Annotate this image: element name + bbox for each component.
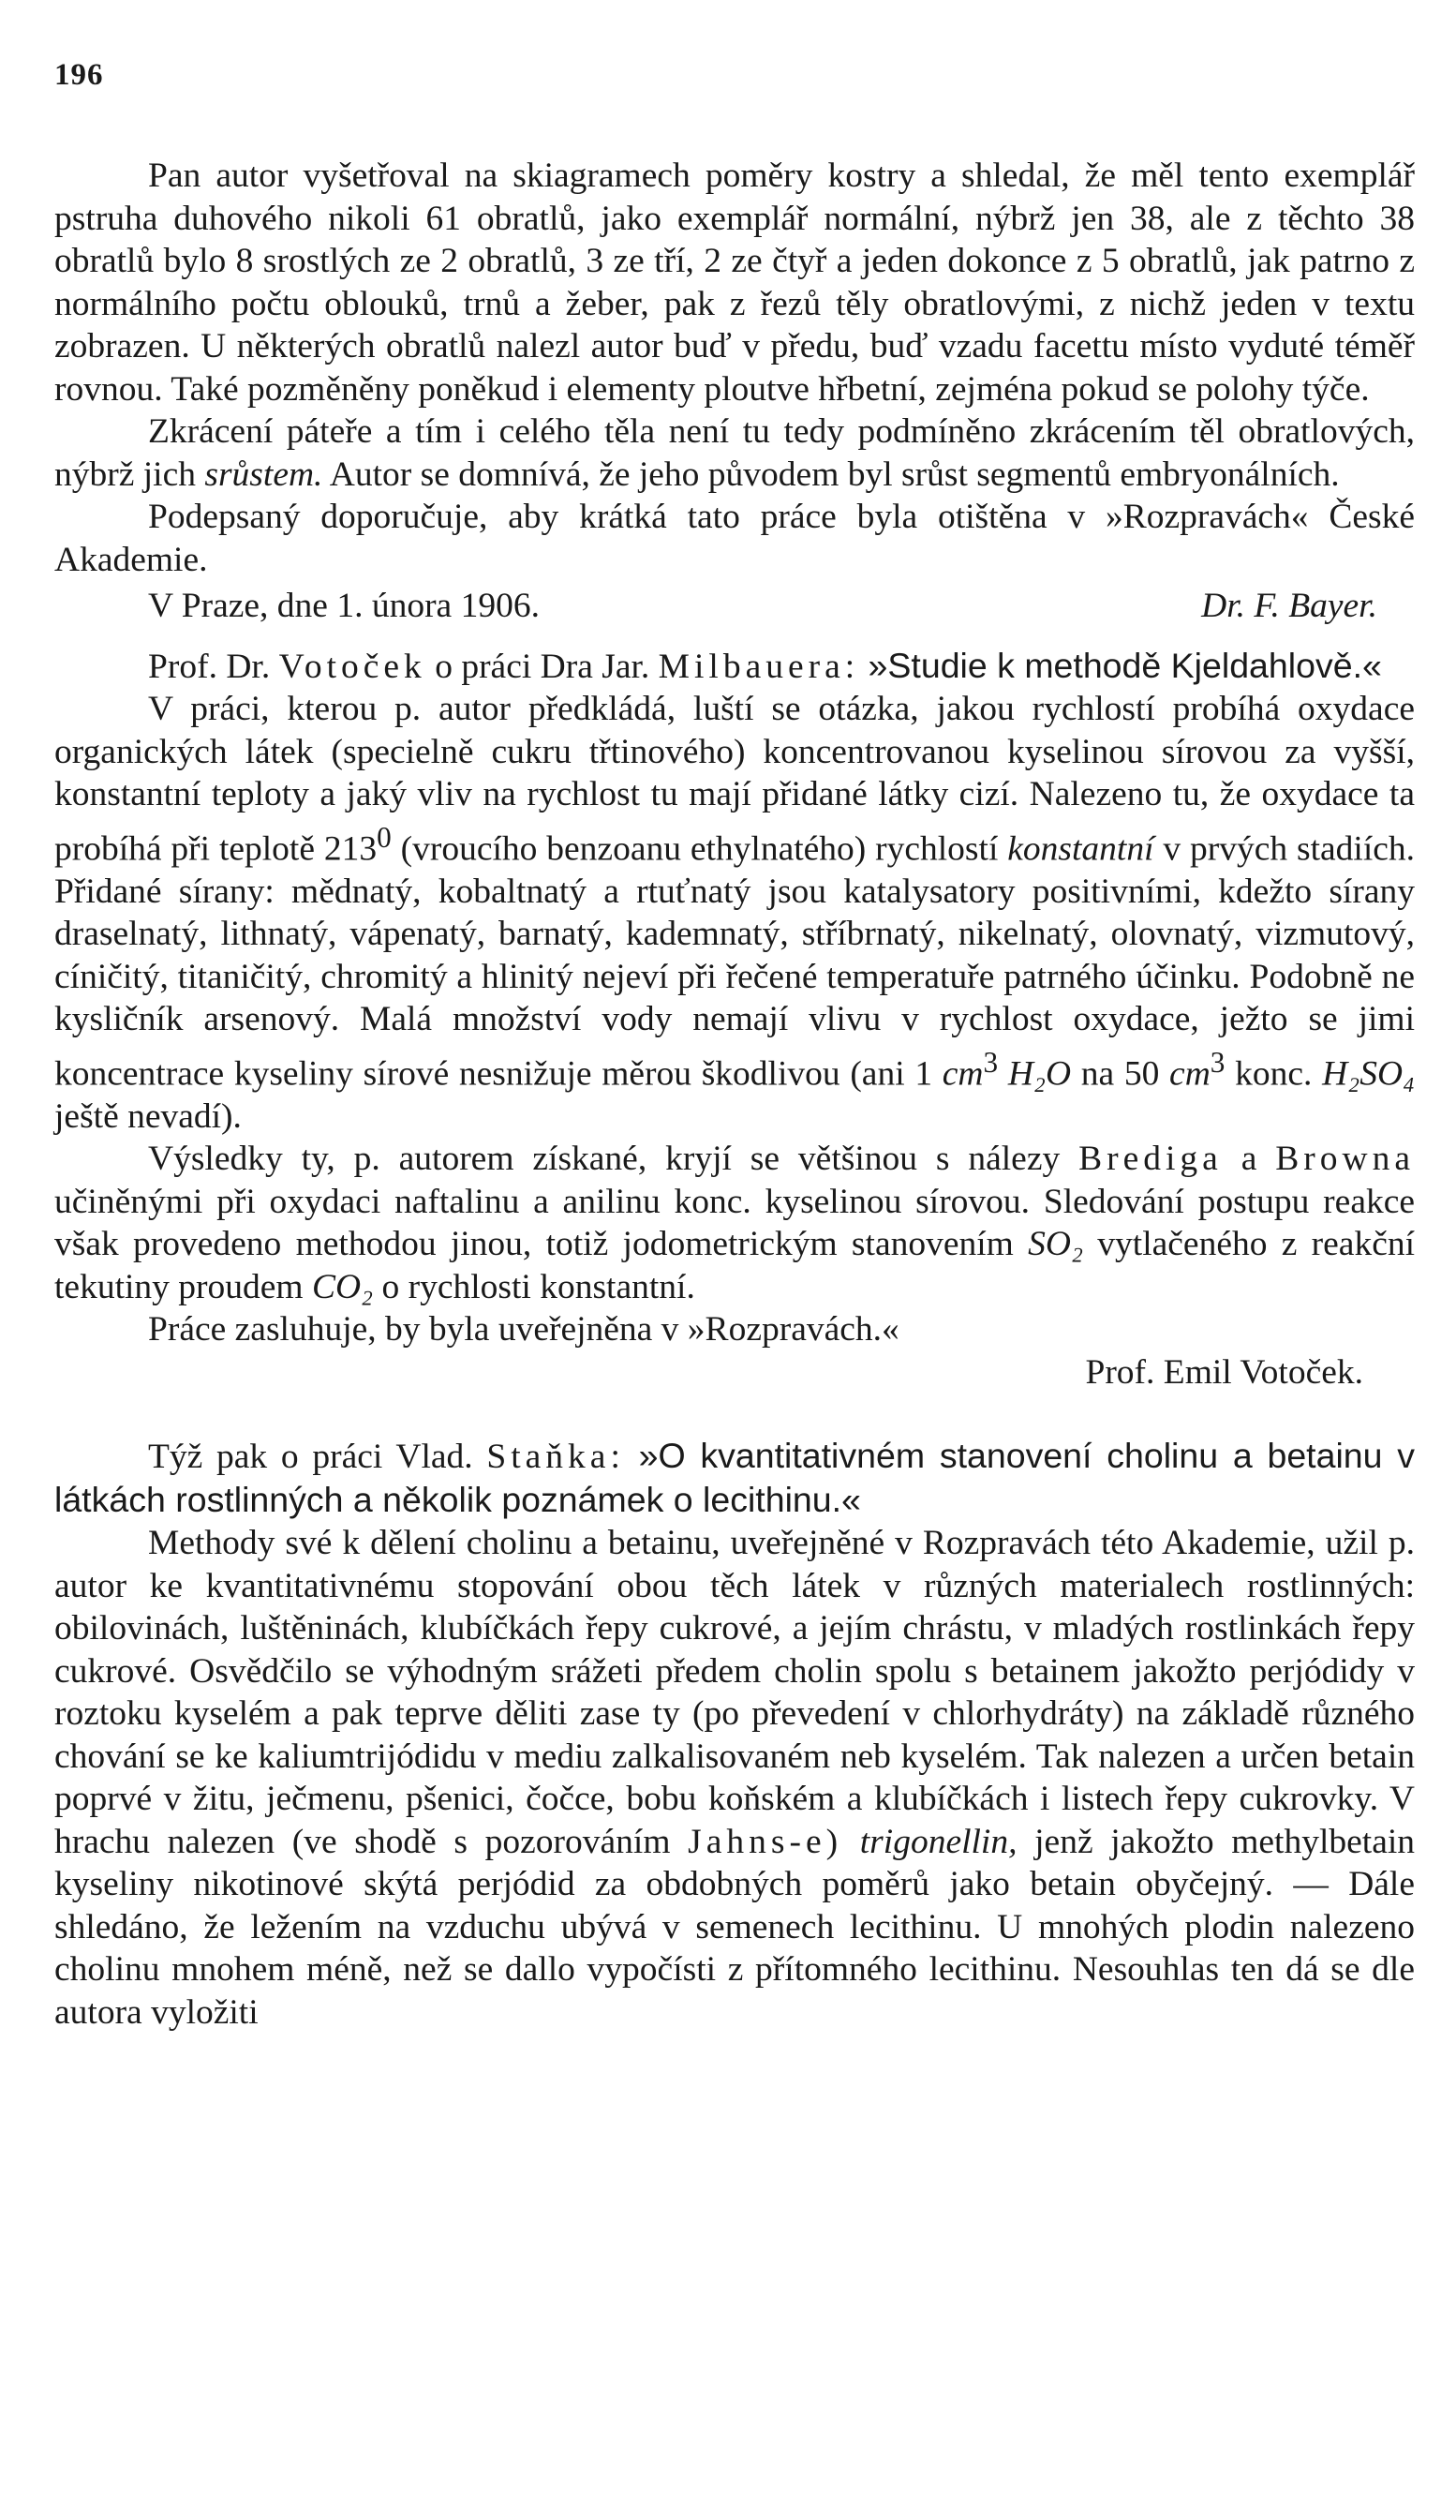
review2-paragraph-3: Práce zasluhuje, by byla uveřejněna v »Rozpravách.« [148,1310,899,1349]
review2-p2-co2: CO₂ [311,1267,374,1306]
review1-paragraph-1: Pan autor vyšetřoval na skiagramech poměry kostry a shledal, že měl tento exemplář pstruha duhového nikoli 61 obratlů, jako exemplář normální, nýbrž jen 38, ale z těchto 38 obratlů bylo 8 srostlých ze 2 obratlů, 3 ze tří, 2 ze čtyř a jeden dokonce z 5 obratlů, jak patrno z normálního počtu oblouků, trnů a žeber, pak z řezů těly obratlovými, z nichž jeden v textu zobrazen. U některých obratlů nalezl autor buď v předu, buď vzadu facettu místo vyduté téměř rovnou. Také pozměněny poněkud i elementy ploutve hřbetní, zejména pokud se polohy týče. [54,157,1415,409]
review3-head-title: »O kvantitativném stanovení cholinu a betainu v látkách rostlinných a několik poznámek o lecithinu.« [54,1436,1416,1519]
review3-p1-jahns: Jahns-e) [688,1822,843,1861]
review3-head-author: Staňka: [486,1438,625,1476]
review1-place-date: V Praze, dne 1. února 1906. [148,587,540,625]
review2-head-prefix: Prof. Dr. [148,647,271,686]
review2-p1-c: v prvých stadiích. Přidané sírany: mědnatý, kobaltnatý a rtuťnatý jsou katalysatory positivními, kdežto sírany draselnatý, lithnatý, vápenatý, barnatý, kademnatý, stříbrnatý, nikelnatý, olovnatý, vizmutový, cíničitý, titaničitý, chromitý a hlinitý nejeví při řečené temperatuře patrného účinku. Podobně ne kysličník arsenový. Malá množství vody nemají vlivu v rychlost oxydace, ježto se jimi koncentrace kyseliny sírové nesnižuje měrou škodlivou (ani 1 [54,829,1416,1093]
review2-p1-degree: 0 [377,820,392,854]
page-number: 196 [54,58,104,92]
review3-paragraph-1 [54,1522,1415,2034]
review2-head-reviewer: Votoček [278,647,426,686]
review2-paragraph-1 [54,688,1415,1138]
review2-p2-bredig: Brediga [1078,1140,1223,1178]
review2-p1-d: na 50 [1080,1054,1160,1093]
review3-heading [54,1435,1415,1522]
review1-paragraph-3: Podepsaný doporučuje, aby krátká tato práce byla otištěna v »Rozpravách« České Akademie. [54,498,1415,579]
review2-p1-h2o: H₂O [1007,1054,1072,1093]
review2-p1-italic: konstantní [1007,829,1154,868]
review2-p2-e: o rychlosti konstantní. [381,1267,695,1306]
review1-signature: Dr. F. Bayer. [1201,587,1377,625]
review3-p1-b: jenž jakožto methylbetain kyseliny nikotinové skýtá perjódid za obdobných poměrů jako betain obyčejný. — Dále shledáno, že ležením na vzduchu ubývá v semenech lecithinu. U mnohých plodin nalezeno cholinu mnohem méně, než se dallo vypočísti z přítomného lecithinu. Nesouhlas ten dá se dle autora vyložiti [54,1822,1416,2032]
review2-p1-cm2: cm [1169,1054,1211,1093]
review2-p1-a: V práci, kterou p. autor předkládá, luští se otázka, jakou rychlostí probíhá oxydace organických látek (specielně cukru třtinového) koncentrovanou kyselinou sírovou za vyšší, konstantní teploty a jaký vliv na rychlost tu mají přidané látky cizí. Nalezeno tu, že oxydace ta probíhá při teplotě 213 [54,690,1415,868]
review1-p2-italic: srůstem. [204,455,323,494]
review2-p2-so2: SO₂ [1028,1225,1083,1263]
review2-head-title: »Studie k methodě Kjeldahlově.« [868,645,1382,685]
review2-p1-f: ještě nevadí). [54,1096,242,1136]
review2-p1-cm1: cm [942,1054,984,1093]
review2-p2-c: učiněnými při oxydaci naftalinu a anilinu konc. kyselinou sírovou. Sledování postupu reakce však provedeno methodou jinou, totiž jodometrickým stanovením [54,1182,1415,1263]
review2-p1-e: konc. [1235,1054,1313,1093]
review2-p1-sup3b: 3 [1210,1045,1226,1079]
review2-paragraph-2 [54,1138,1415,1308]
review3-p1-italic: trigonellin, [859,1822,1018,1861]
review3-p1-a: Methody své k dělení cholinu a betainu, uveřejněné v Rozpravách této Akademie, užil p. autor ke kvantitativnému stopování obou těch látek v různých materialech rostlinných: obilovinách, luštěninách, klubíčkách řepy cukrové, a jejím chrástu, v mladých rostlinkách řepy cukrové. Osvědčilo se výhodným srážeti předem cholin spolu s betainem jakožto perjódidy v roztoku kyselém a pak teprve děliti zase ty (po převedení v chlorhydráty) na základě různého chování se ke kaliumtrijódidu v mediu zalkalisovaném neb kyselém. Tak nalezen a určen betain poprvé v žitu, ječmenu, pšenici, čočce, bobu koňském a klubíčkách i listech řepy cukrovky. V hrachu nalezen (ve shodě s pozorováním [54,1524,1415,1861]
review2-p1-sup3a: 3 [983,1045,999,1079]
review2-p2-d: vytlačeného z reakční tekutiny proudem [54,1225,1416,1306]
review1-p2-text-after: Autor se domnívá, že jeho původem byl srůst segmentů embryonálních. [329,455,1340,494]
review3-head-prefix: Týž pak o práci Vlad. [148,1438,473,1476]
review1-paragraph-2 [54,410,1415,496]
page-body [54,155,1415,2034]
review2-head-mid: o práci Dra Jar. [435,647,650,686]
review2-head-author: Milbauera: [658,647,860,686]
review2-p2-b: a [1241,1140,1257,1178]
review2-p2-brown: Browna [1275,1140,1415,1178]
review2-p2-a: Výsledky ty, p. autorem získané, kryjí se většinou s nálezy [148,1140,1061,1178]
review1-p2-text: Zkrácení páteře a tím i celého těla není tu tedy podmíněno zkrácením těl obratlových, nýbrž jich [54,412,1415,494]
review1-signature-line [54,585,1415,628]
review2-signature: Prof. Emil Votoček. [1085,1352,1363,1392]
review2-heading [54,645,1415,689]
review2-p1-b: (vroucího benzoanu ethylnatého) rychlostí [400,829,999,868]
review2-p1-h2so4: H₂SO₄ [1322,1054,1416,1093]
